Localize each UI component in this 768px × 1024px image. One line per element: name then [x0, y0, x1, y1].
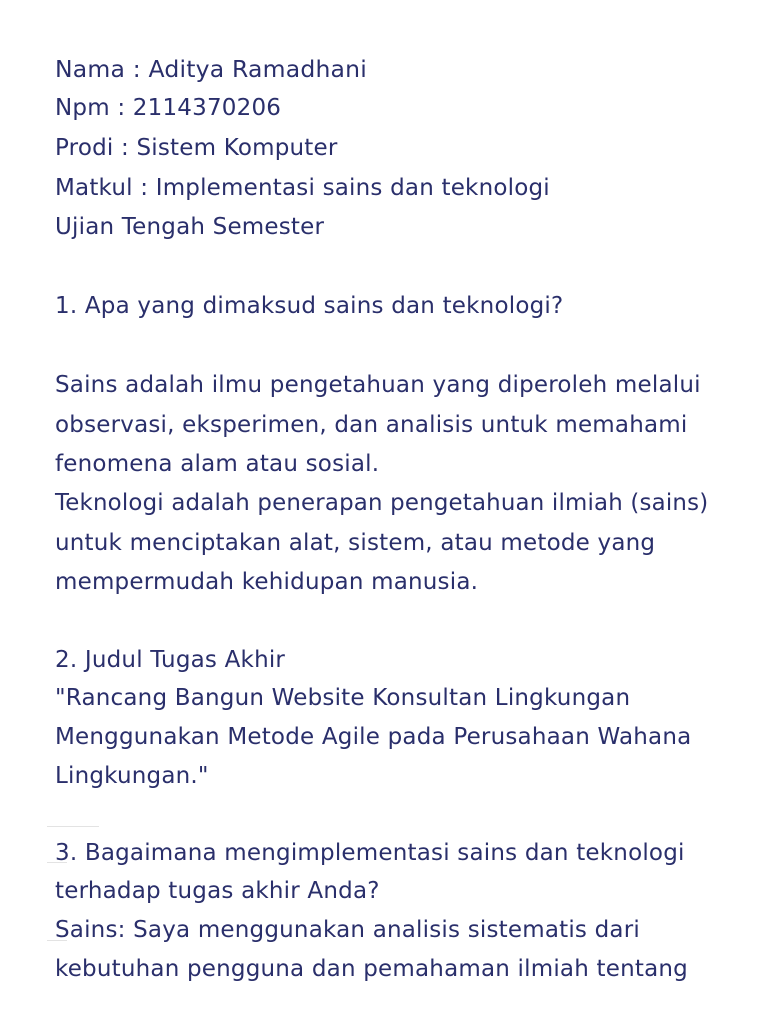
student-name: Nama : Aditya Ramadhani — [55, 55, 367, 83]
thesis-title-line: "Rancang Bangun Website Konsultan Lingkungan — [55, 685, 631, 711]
question-3-line: 3. Bagaimana mengimplementasi sains dan teknologi — [55, 840, 685, 866]
answer-3-line: Sains: Saya menggunakan analisis sistematis dari — [55, 917, 640, 943]
question-2: 2. Judul Tugas Akhir — [55, 647, 286, 673]
thesis-title-line: Menggunakan Metode Agile pada Perusahaan Wahana — [55, 724, 692, 750]
study-program: Prodi : Sistem Komputer — [55, 135, 338, 161]
thesis-title-line: Lingkungan." — [55, 763, 209, 789]
question-1: 1. Apa yang dimaksud sains dan teknologi? — [55, 293, 564, 319]
answer-3-line: kebutuhan pengguna dan pemahaman ilmiah tentang — [55, 956, 688, 982]
answer-1-line: mempermudah kehidupan manusia. — [55, 569, 479, 595]
course-name: Matkul : Implementasi sains dan teknologi — [55, 175, 550, 201]
answer-1-line: Sains adalah ilmu pengetahuan yang diperoleh melalui — [55, 372, 701, 398]
question-3-line: terhadap tugas akhir Anda? — [55, 878, 380, 904]
scan-artifact — [47, 826, 99, 827]
answer-1-line: untuk menciptakan alat, sistem, atau metode yang — [55, 530, 656, 556]
answer-1-line: Teknologi adalah penerapan pengetahuan ilmiah (sains) — [55, 490, 709, 516]
answer-1-line: fenomena alam atau sosial. — [55, 451, 380, 477]
exam-title: Ujian Tengah Semester — [55, 214, 325, 240]
student-npm: Npm : 2114370206 — [55, 95, 282, 121]
answer-1-line: observasi, eksperimen, dan analisis untuk memahami — [55, 412, 688, 438]
